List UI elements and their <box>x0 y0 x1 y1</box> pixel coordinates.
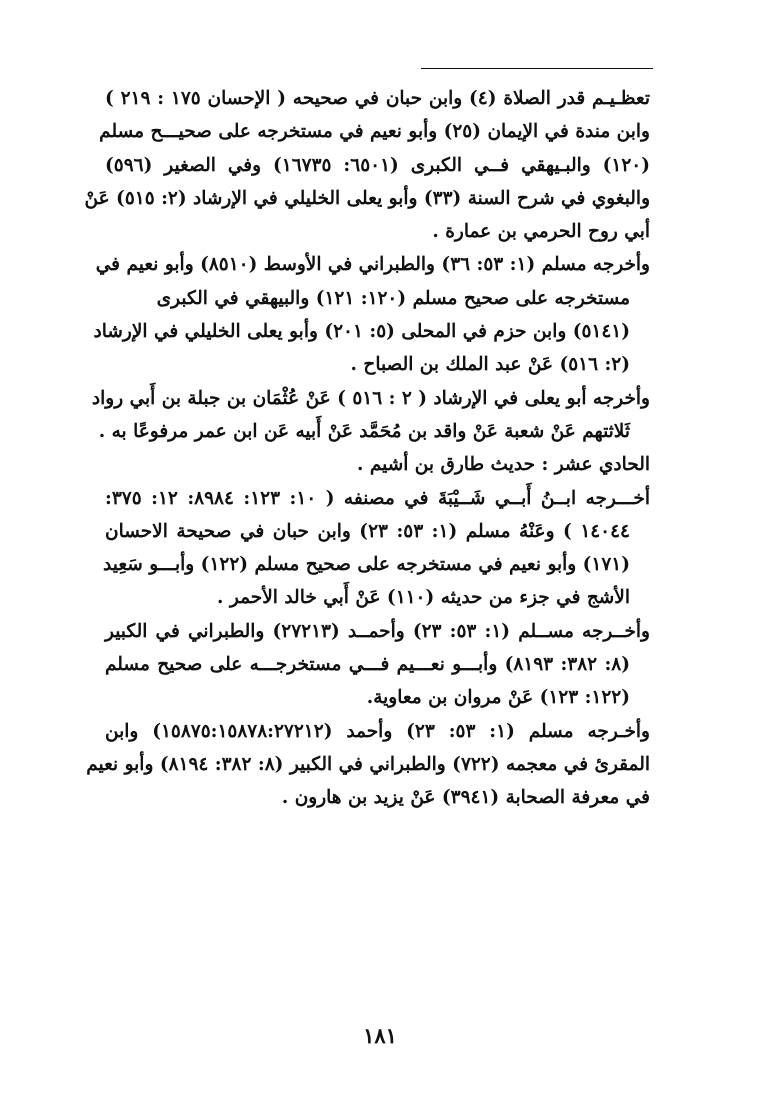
body-text <box>84 82 650 815</box>
text-line: (٥١٤١) وابن حزم في المحلى (٥: ٢٠١) وأبو يعلى الخليلي في الإرشاد <box>93 321 630 343</box>
text-line: أخـــرجه ابــنُ أَبــي شَــيْبَةَ في مصنفه ( ١٠: ١٢٣: ٨٩٨٤: ١٢: ٣٧٥: <box>105 487 650 509</box>
text-line: وأخرجه أبو يعلى في الإرشاد ( ٢ : ٥١٦ ) عَنْ عُثْمَان بن جبلة بن أَبي رواد <box>91 387 650 409</box>
text-line: الأشج في جزء من حديثه (١١٠) عَنْ أَبي خالد الأحمر . <box>217 587 630 609</box>
text-line: وابن مندة في الإيمان (٢٥) وأبو نعيم في مستخرجه على صحيـــح مسلم <box>99 121 650 143</box>
text-line: (١٧١) وأبو نعيم في مستخرجه على صحيح مسلم (١٢٢) وأبـــو سَعِيد <box>103 554 630 576</box>
text-line: ١٤٠٤٤ ) وعَنْهُ مسلم (١: ٥٣: ٢٣) وابن حبان في صحيحة الاحسان <box>105 520 630 542</box>
page-number: ١٨١ <box>363 1023 397 1048</box>
text-line: (١٢٠) والبـيهقي فــي الكبرى (٦٥٠١: ١٦٧٣٥) وفي الصغير (٥٩٦) <box>105 154 650 176</box>
text-line: والبغوي في شرح السنة (٣٣) وأبو يعلى الخليلي في الإرشاد (٢: ٥١٥) عَنْ <box>84 187 650 209</box>
text-line: الحادي عشر : حديث طارق بن أشيم . <box>356 454 650 476</box>
text-line: المقرئ في معجمه (٧٢٢) والطبراني في الكبير (٨: ٣٨٢: ٨١٩٤) وأبو نعيم <box>86 753 650 775</box>
text-line: مستخرجه على صحيح مسلم (١٢٠: ١٢١) والبيهقي في الكبرى <box>156 287 630 309</box>
header-rule <box>421 68 653 69</box>
text-line: تعظـيـم قدر الصلاة (٤) وابن حبان في صحيحه ( الإحسان ١٧٥ : ٢١٩ ) <box>105 88 650 109</box>
text-line: ثَلاثتهم عَنْ شعبة عَنْ واقد بن مُحَمَّد عَنْ أَبيه عَن ابن عمر مرفوعًا به . <box>98 420 630 442</box>
text-line: أبي روح الحرمي بن عمارة . <box>432 221 650 243</box>
text-line: (٢: ٥١٦) عَنْ عبد الملك بن الصباح . <box>350 354 630 376</box>
text-line: وأخــرجه مســلم (١: ٥٣: ٢٣) وأحمــد (٢٧٢١٣) والطبراني في الكبير <box>105 620 650 642</box>
text-line: (٨: ٣٨٢: ٨١٩٣) وأبـــو نعـــيم فـــي مستخرجـــه على صحيح مسلم <box>105 654 630 676</box>
text-line: وأخرجه مسلم (١: ٥٣: ٣٦) والطبراني في الأوسط (٨٥١٠) وأبو نعيم في <box>95 254 650 276</box>
text-line: وأخـرجه مسلم (١: ٥٣: ٢٣) وأحمد (١٥٨٧٥:١٥٨٧٨:٢٧٢١٢) وابن <box>105 720 650 742</box>
text-line: في معرفة الصحابة (٣٩٤١) عَنْ يزيد بن هارون . <box>281 787 650 809</box>
text-line: (١٢٢: ١٢٣) عَنْ مروان بن معاوية. <box>366 687 630 709</box>
